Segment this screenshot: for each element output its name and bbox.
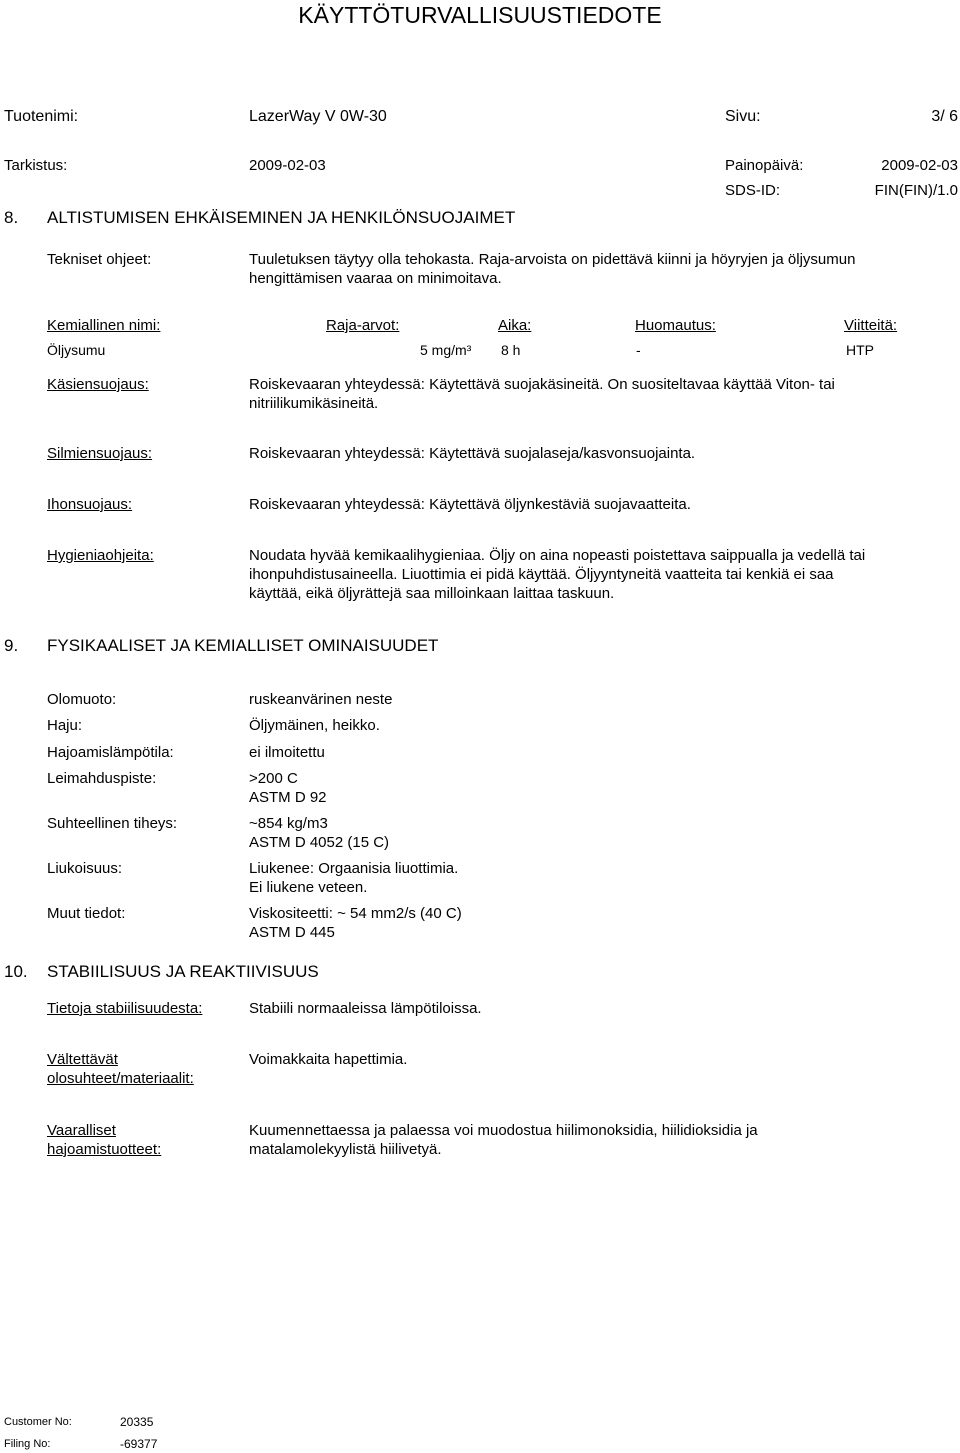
skin-protection-text: Roiskevaaran yhteydessä: Käytettävä öljynkestäviä suojavaatteita. [249, 496, 691, 513]
section-10-number: 10. [4, 962, 28, 981]
section-8-number: 8. [4, 208, 19, 227]
hazardous-decomposition-label: Vaaralliset hajoamistuotteet: [47, 1122, 162, 1158]
filing-number: -69377 [120, 1437, 158, 1451]
eye-protection-label: Silmiensuojaus: [47, 445, 153, 462]
property-label: Olomuoto: [47, 691, 117, 708]
customer-number: 20335 [120, 1415, 154, 1429]
sds-id-label: SDS-ID: [725, 182, 781, 199]
page-number: 3/ 6 [931, 108, 958, 125]
customer-number-label: Customer No: [4, 1416, 72, 1428]
hand-protection-text: Roiskevaaran yhteydessä: Käytettävä suojakäsineitä. On suositeltavaa käyttää Viton- tai nitriilikumikäsineitä. [249, 376, 835, 412]
eye-protection-text: Roiskevaaran yhteydessä: Käytettävä suojalaseja/kasvonsuojainta. [249, 445, 696, 462]
sds-id: FIN(FIN)/1.0 [874, 182, 958, 199]
hygiene-label: Hygieniaohjeita: [47, 547, 154, 564]
table-header-limit-values: Raja-arvot: [326, 317, 400, 334]
section-9-number: 9. [4, 636, 19, 655]
stability-label: Tietoja stabiilisuudesta: [47, 1000, 203, 1017]
page-label: Sivu: [725, 108, 761, 125]
document-title: KÄYTTÖTURVALLISUUSTIEDOTE [298, 2, 662, 28]
table-cell-limit: 5 mg/m³ [420, 342, 472, 358]
hand-protection-label: Käsiensuojaus: [47, 376, 149, 393]
property-label: Leimahduspiste: [47, 770, 157, 787]
section-8-title: ALTISTUMISEN EHKÄISEMINEN JA HENKILÖNSUOJAIMET [47, 208, 516, 227]
stability-text: Stabiili normaaleissa lämpötiloissa. [249, 1000, 482, 1017]
technical-guidance-label: Tekniset ohjeet: [47, 251, 152, 268]
property-label: Hajoamislämpötila: [47, 744, 174, 761]
section-10-title: STABIILISUUS JA REAKTIIVISUUS [47, 962, 319, 981]
product-name-value: LazerWay V 0W-30 [249, 108, 387, 125]
property-value: Öljymäinen, heikko. [249, 717, 380, 734]
property-value: ruskeanvärinen neste [249, 691, 393, 708]
conditions-to-avoid-text: Voimakkaita hapettimia. [249, 1051, 408, 1068]
property-value: ~854 kg/m3 ASTM D 4052 (15 C) [249, 815, 390, 851]
print-date-label: Painopäivä: [725, 157, 804, 174]
table-cell-chemical: Öljysumu [47, 342, 106, 358]
table-cell-note: - [636, 342, 641, 358]
table-header-time: Aika: [498, 317, 532, 334]
revision-date: 2009-02-03 [249, 157, 326, 174]
conditions-to-avoid-label: Vältettävät olosuhteet/materiaalit: [47, 1051, 194, 1087]
property-label: Liukoisuus: [47, 860, 123, 877]
table-cell-reference: HTP [846, 342, 874, 358]
property-label: Muut tiedot: [47, 905, 126, 922]
property-value: Liukenee: Orgaanisia liuottimia. Ei liukene veteen. [249, 860, 459, 896]
table-header-note: Huomautus: [635, 317, 716, 334]
property-label: Haju: [47, 717, 83, 734]
print-date: 2009-02-03 [881, 157, 958, 174]
property-value: Viskositeetti: ~ 54 mm2/s (40 C) ASTM D 445 [249, 905, 462, 941]
table-cell-time: 8 h [501, 342, 521, 358]
property-label: Suhteellinen tiheys: [47, 815, 178, 832]
property-value: ei ilmoitettu [249, 744, 325, 761]
skin-protection-label: Ihonsuojaus: [47, 496, 133, 513]
revision-label: Tarkistus: [4, 157, 68, 174]
property-value: >200 C ASTM D 92 [249, 770, 327, 806]
filing-number-label: Filing No: [4, 1438, 51, 1450]
table-header-chemical-name: Kemiallinen nimi: [47, 317, 161, 334]
table-header-references: Viitteitä: [844, 317, 898, 334]
hazardous-decomposition-text: Kuumennettaessa ja palaessa voi muodostua hiilimonoksidia, hiilidioksidia ja matalamolekyylistä hiilivetyä. [249, 1122, 758, 1158]
technical-guidance-text: Tuuletuksen täytyy olla tehokasta. Raja-arvoista on pidettävä kiinni ja höyryjen ja öljysumun hengittämisen vaaraa on minimoitava. [249, 251, 856, 287]
product-name-label: Tuotenimi: [4, 108, 79, 125]
hygiene-text: Noudata hyvää kemikaalihygieniaa. Öljy on aina nopeasti poistettava saippualla ja vedellä tai ihonpuhdistusaineella. Liuottimia ei pidä käyttää. Öljyyntyneitä vaatteita tai kenkiä ei saa käyttää, eikä öljyrättejä saa milloinkaan laittaa taskuun. [249, 547, 866, 602]
section-9-title: FYSIKAALISET JA KEMIALLISET OMINAISUUDET [47, 636, 439, 655]
